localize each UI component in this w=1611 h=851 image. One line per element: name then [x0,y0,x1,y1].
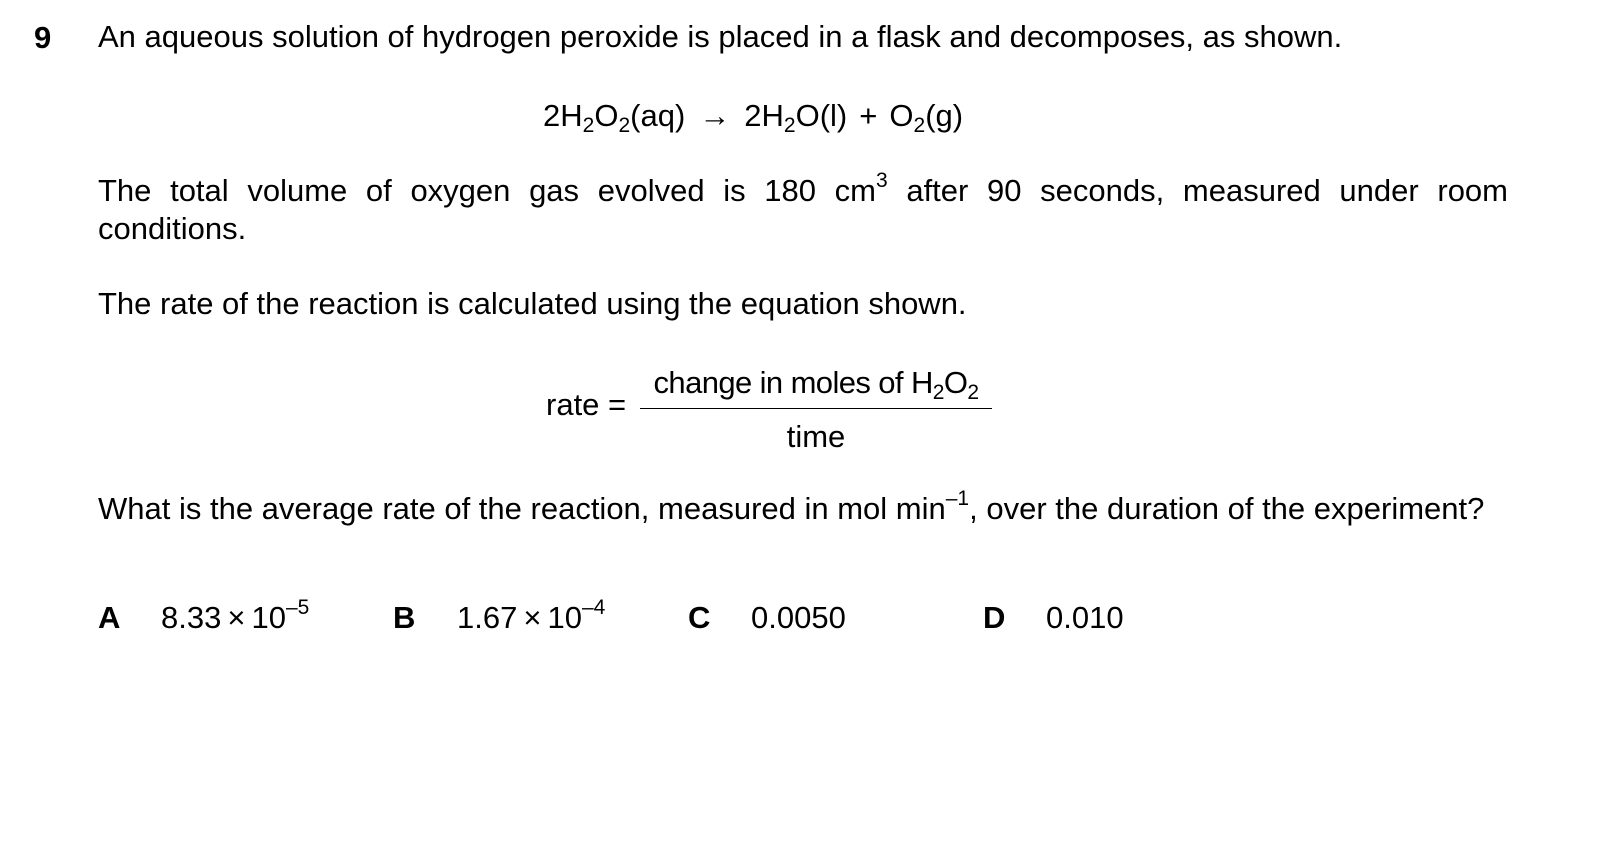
option-b-letter[interactable]: B [393,600,416,635]
option-a-value[interactable]: $8.33 \times 10^{-5}$ [161,596,310,635]
chemical-equation [543,96,963,136]
question-prompt: What is the average rate of the reaction, measured in mol $\min^{-1}$, over the duration of the experiment? [98,487,1485,526]
option-d-value[interactable]: 0.010 [1046,600,1124,635]
reactant: $2H_2O_2(aq)$ [543,98,686,137]
rate-intro: The rate of the reaction is calculated using the equation shown. [98,286,967,321]
plus-sign: + [859,98,878,133]
option-a-letter[interactable]: A [98,600,121,635]
product-oxygen: $O_2(g)$ [889,98,964,137]
fraction-denominator: time [786,419,846,454]
fraction-bar [640,408,992,409]
question-number: 9 [34,20,52,55]
fraction-numerator: change in moles of $H_2O_2$ [653,365,979,404]
option-b-value[interactable]: $1.67 \times 10^{-4}$ [457,596,606,635]
answer-options [0,596,1611,640]
reaction-arrow: → [699,98,731,133]
rate-fraction [640,362,992,455]
volume-statement: The total volume of oxygen gas evolved is 180 $cm^3$ after 90 seconds, measured under room conditions. [98,169,1508,246]
option-c-letter[interactable]: C [688,600,711,635]
option-c-value[interactable]: 0.0050 [751,600,846,635]
product-water: $2H_2O(l)$ [744,98,848,137]
option-d-letter[interactable]: D [983,600,1006,635]
rate-label: rate = [546,387,627,422]
question-intro: An aqueous solution of hydrogen peroxide is placed in a flask and decomposes, as shown. [98,19,1343,54]
